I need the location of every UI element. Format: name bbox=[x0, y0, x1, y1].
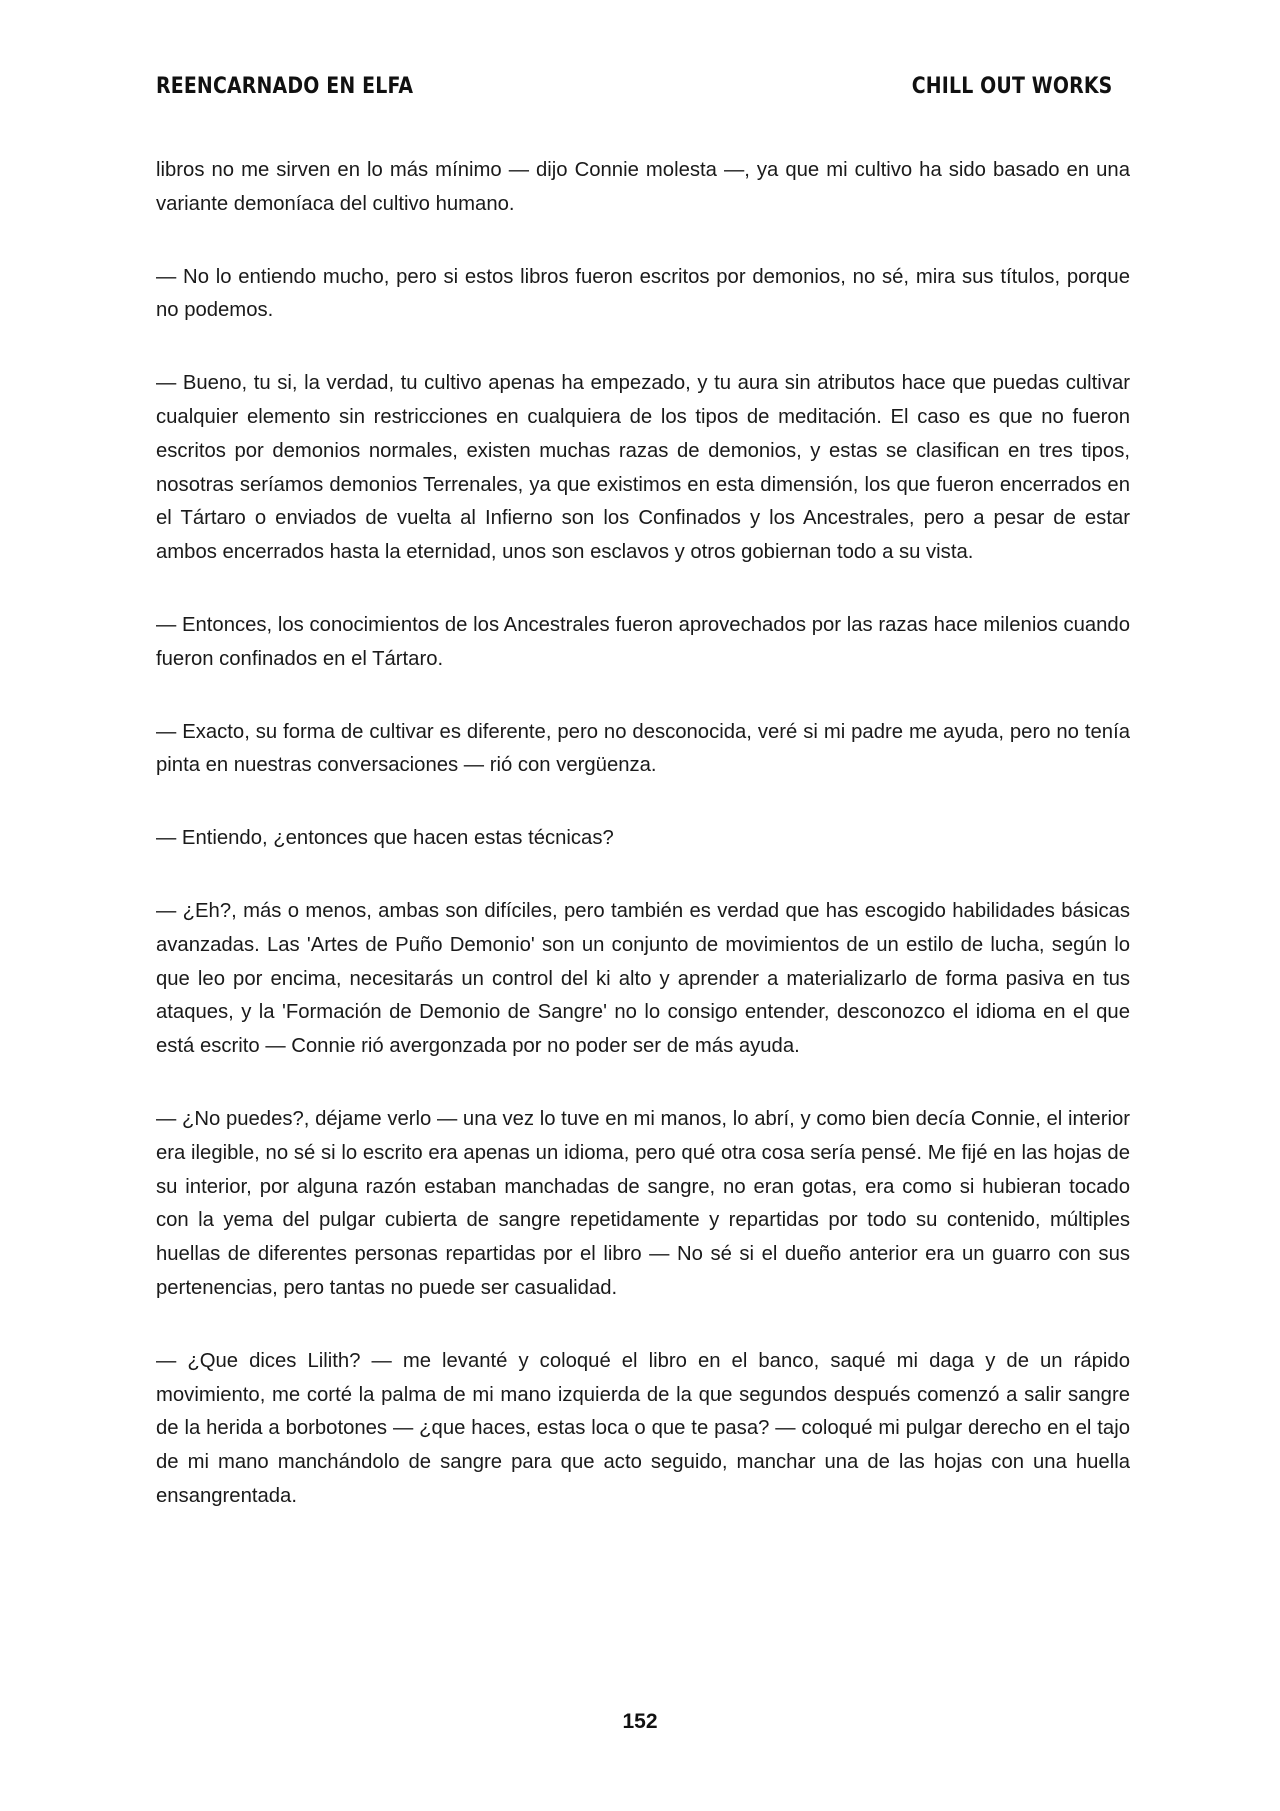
paragraph: — Entiendo, ¿entonces que hacen estas técnicas? bbox=[156, 827, 614, 850]
paragraph: — Entonces, los conocimientos de los Ancestrales fueron aprovechados por las razas hace milenios cuando fueron confinados en el Tártaro. bbox=[156, 613, 1130, 670]
paragraph: — ¿Eh?, más o menos, ambas son difíciles, pero también es verdad que has escogido habilidades básicas avanzadas. Las 'Artes de Puño Demonio' son un conjunto de movimientos de un estilo de lucha, según lo que leo por encima, necesitarás un control del ki alto y aprender a materializarlo de forma pasiva en tus ataques, y la 'Formación de Demonio de Sangre' no lo consigo entender, desconozco el idioma en el que está escrito — Connie rió avergonzada por no poder ser de más ayuda. bbox=[156, 899, 1130, 1058]
paragraph: libros no me sirven en lo más mínimo — dijo Connie molesta —, ya que mi cultivo ha sido basado en una variante demoníaca del cultivo humano. bbox=[156, 159, 1130, 215]
paragraph: — No lo entiendo mucho, pero si estos libros fueron escritos por demonios, no sé, mira sus títulos, porque no podemos. bbox=[156, 265, 1130, 322]
book-title: REENCARNADO EN ELFA bbox=[156, 74, 414, 99]
page-number: 152 bbox=[622, 1710, 658, 1733]
paragraph: — Exacto, su forma de cultivar es diferente, pero no desconocida, veré si mi padre me ayuda, pero no tenía pinta en nuestras conversaciones — rió con vergüenza. bbox=[156, 720, 1130, 777]
running-header bbox=[156, 74, 1112, 108]
paragraph: — ¿No puedes?, déjame verlo — una vez lo tuve en mi manos, lo abrí, y como bien decía Connie, el interior era ilegible, no sé si lo escrito era apenas un idioma, pero qué otra cosa sería pensé. Me fijé en las hojas de su interior, por alguna razón estaban manchadas de sangre, no eran gotas, era como si hubieran tocado con la yema del pulgar cubierta de sangre repetidamente y repartidas por todo su contenido, múltiples huellas de diferentes personas repartidas por el libro — No sé si el dueño anterior era un guarro con sus pertenencias, pero tantas no puede ser casualidad. bbox=[156, 1107, 1130, 1299]
paragraph: — Bueno, tu si, la verdad, tu cultivo apenas ha empezado, y tu aura sin atributos hace que puedas cultivar cualquier elemento sin restricciones en cualquiera de los tipos de meditación. El caso es que no fueron escritos por demonios normales, existen muchas razas de demonios, y estas se clasifican en tres tipos, nosotras seríamos demonios Terrenales, ya que existimos en esta dimensión, los que fueron encerrados en el Tártaro o enviados de vuelta al Infierno son los Confinados y los Ancestrales, pero a pesar de estar ambos encerrados hasta la eternidad, unos son esclavos y otros gobiernan todo a su vista. bbox=[156, 372, 1130, 564]
paragraph: — ¿Que dices Lilith? — me levanté y coloqué el libro en el banco, saqué mi daga y de un rápido movimiento, me corté la palma de mi mano izquierda de la que segundos después comenzó a salir sangre de la herida a borbotones — ¿que haces, estas loca o que te pasa? — coloqué mi pulgar derecho en el tajo de mi mano manchándolo de sangre para que acto seguido, manchar una de las hojas con una huella ensangrentada. bbox=[156, 1349, 1130, 1507]
publisher-name: CHILL OUT WORKS bbox=[911, 74, 1112, 99]
body-text bbox=[156, 154, 1130, 1624]
